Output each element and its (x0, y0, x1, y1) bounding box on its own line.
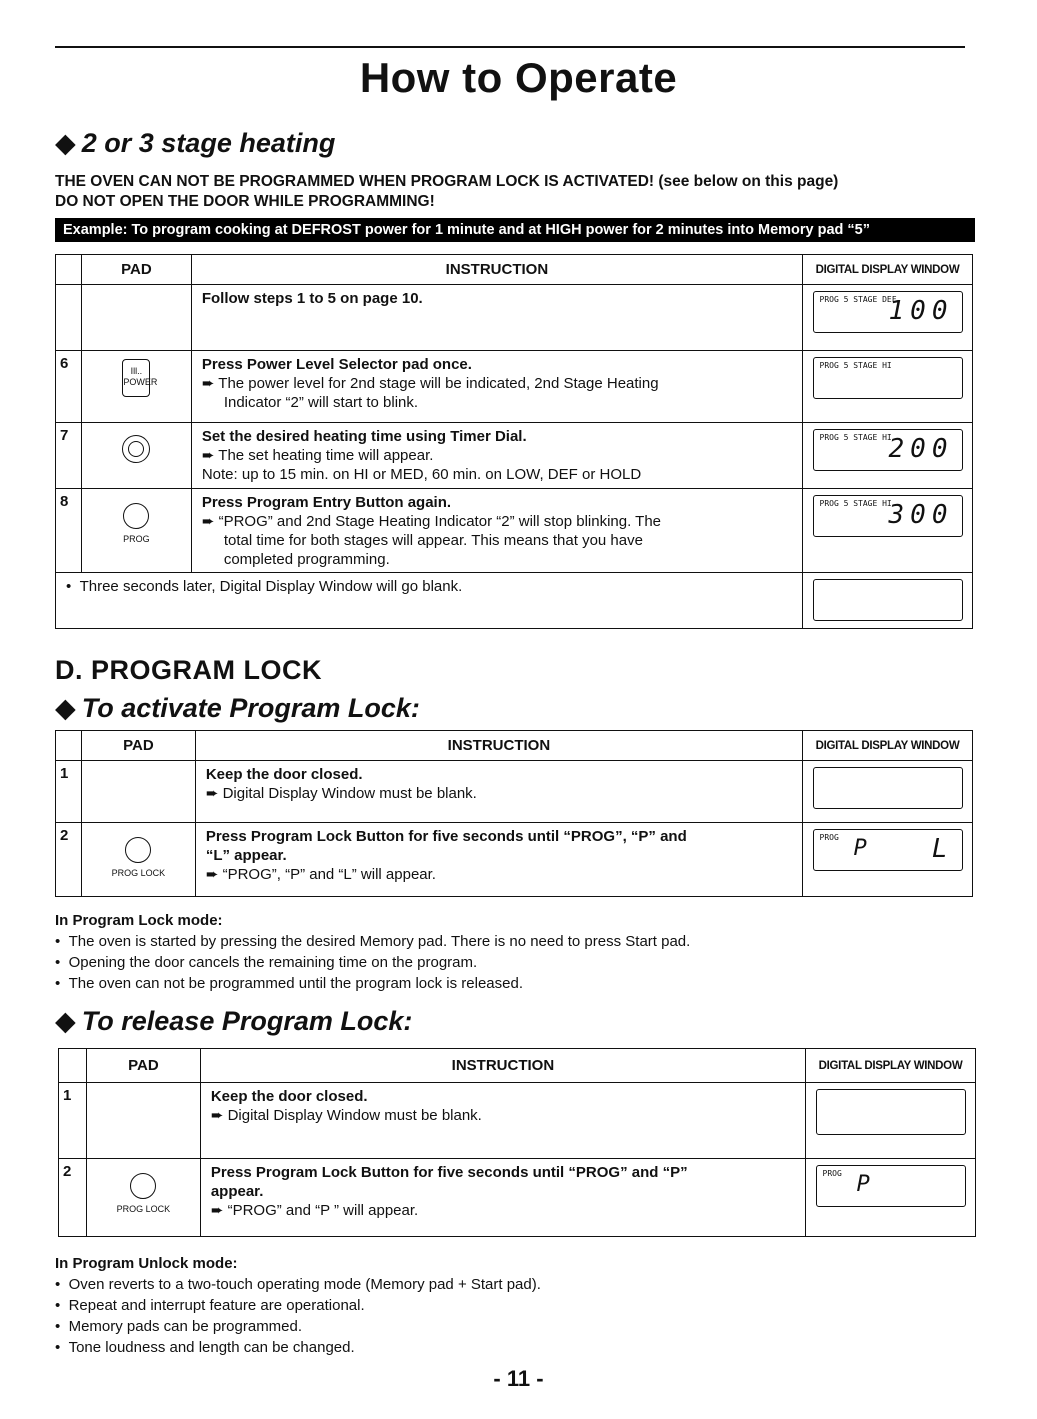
step-bullet: ➨ Digital Display Window must be blank. (205, 785, 477, 802)
prog-button-icon (123, 503, 149, 529)
pad-label: PROG LOCK (116, 1204, 171, 1214)
step-number: 8 (56, 489, 82, 573)
list-item: • Memory pads can be programmed. (55, 1318, 303, 1335)
stage-steps-table (55, 254, 973, 629)
step-bullet: ➨ The set heating time will appear. (201, 447, 434, 464)
display-window (813, 495, 963, 537)
lock-mode-notes (55, 910, 690, 994)
table-row (59, 1159, 976, 1237)
step-note: Note: up to 15 min. on HI or MED, 60 min. on LOW, DEF or HOLD (201, 466, 642, 483)
display-indicators: PROG 5 STAGE HI (819, 433, 892, 442)
unlock-mode-heading: In Program Unlock mode: (55, 1255, 238, 1272)
timer-dial-icon (122, 435, 150, 463)
power-level-pad-icon: Ill.. POWER (122, 359, 150, 397)
table-row (56, 351, 973, 423)
step-instruction: Set the desired heating time using Timer Dial. (201, 428, 527, 445)
step-bullet-cont: total time for both stages will appear. This means that you have (223, 532, 643, 549)
release-heading: ◆ To release Program Lock: (55, 1006, 413, 1036)
display-window (813, 829, 963, 871)
instruction-header: INSTRUCTION (195, 731, 802, 761)
display-indicators: PROG 5 STAGE HI (819, 361, 892, 370)
display-indicators: PROG 5 STAGE DEF (819, 295, 897, 304)
step-bullet: ➨ “PROG”, “P” and “L” will appear. (205, 866, 436, 883)
stage-heading-text: 2 or 3 stage heating (81, 128, 336, 158)
table-row (56, 423, 973, 489)
display-digits: 100 (888, 296, 954, 326)
footer-note: • Three seconds later, Digital Display Window will go blank. (66, 578, 463, 595)
step-bullet: ➨ “PROG” and “P ” will appear. (210, 1202, 419, 1219)
step-number: 2 (59, 1159, 87, 1237)
page-number: - 11 - (493, 1366, 544, 1391)
step-bullet-cont: Indicator “2” will start to blink. (223, 394, 419, 411)
instruction-header: INSTRUCTION (200, 1049, 805, 1083)
step-bullet: ➨ Digital Display Window must be blank. (210, 1107, 482, 1124)
display-window (816, 1165, 966, 1207)
display-window (813, 291, 963, 333)
pad-label: PROG (123, 534, 150, 544)
step-number: 1 (56, 761, 82, 823)
display-header: DIGITAL DISPLAY WINDOW (803, 731, 973, 761)
list-item: • Tone loudness and length can be changed. (55, 1339, 355, 1356)
prog-lock-button-icon (130, 1173, 156, 1199)
activate-table (55, 730, 973, 897)
table-header-row (56, 731, 973, 761)
step-instruction: Follow steps 1 to 5 on page 10. (201, 290, 423, 307)
pad-header: PAD (86, 1049, 200, 1083)
display-p: P (856, 1172, 870, 1197)
table-row (56, 823, 973, 897)
step-bullet: ➨ “PROG” and 2nd Stage Heating Indicator “2” will stop blinking. The (201, 513, 662, 530)
step-instruction: Press Power Level Selector pad once. (201, 356, 472, 373)
example-banner: Example: To program cooking at DEFROST power for 1 minute and at HIGH power for 2 minutes into Memory pad “5” (55, 218, 975, 242)
step-instruction-cont: appear. (210, 1183, 264, 1200)
display-header: DIGITAL DISPLAY WINDOW (806, 1049, 976, 1083)
prog-lock-button-icon (125, 837, 151, 863)
table-row (56, 285, 973, 351)
step-number: 1 (59, 1083, 87, 1159)
table-header-row (56, 255, 973, 285)
list-item: • Repeat and interrupt feature are operational. (55, 1297, 365, 1314)
display-window (813, 357, 963, 399)
display-indicators: PROG (819, 833, 839, 842)
instruction-header: INSTRUCTION (191, 255, 802, 285)
display-digits: 200 (888, 434, 954, 464)
table-row (56, 489, 973, 573)
step-number: 2 (56, 823, 82, 897)
warning-line-2: DO NOT OPEN THE DOOR WHILE PROGRAMMING! (55, 193, 435, 210)
pad-header: PAD (81, 255, 191, 285)
display-p: P (853, 836, 867, 861)
page-title: How to Operate (359, 54, 678, 101)
program-lock-heading: D. PROGRAM LOCK (55, 655, 322, 685)
release-table (58, 1048, 976, 1237)
lock-mode-heading: In Program Lock mode: (55, 912, 223, 929)
list-item: • Opening the door cancels the remaining time on the program. (55, 954, 478, 971)
step-number: 6 (56, 351, 82, 423)
list-item: • The oven is started by pressing the desired Memory pad. There is no need to press Start pad. (55, 933, 691, 950)
top-rule (55, 46, 965, 48)
warning-line-1: THE OVEN CAN NOT BE PROGRAMMED WHEN PROGRAM LOCK IS ACTIVATED! (see below on this page) (55, 173, 839, 190)
activate-heading: ◆ To activate Program Lock: (55, 693, 420, 723)
display-header: DIGITAL DISPLAY WINDOW (803, 255, 973, 285)
step-instruction: Keep the door closed. (210, 1088, 368, 1105)
display-indicators: PROG 5 STAGE HI (819, 499, 892, 508)
display-window-blank (813, 579, 963, 621)
pad-label: PROG LOCK (111, 868, 166, 878)
display-window (813, 429, 963, 471)
display-digits: 300 (888, 500, 954, 530)
diamond-icon: ◆ (55, 1006, 76, 1036)
unlock-mode-notes (55, 1253, 541, 1358)
step-bullet: ➨ The power level for 2nd stage will be indicated, 2nd Stage Heating (201, 375, 659, 392)
step-instruction-cont: “L” appear. (205, 847, 287, 864)
display-window-blank (816, 1089, 966, 1135)
step-instruction: Press Program Entry Button again. (201, 494, 452, 511)
stage-heating-heading (55, 128, 335, 159)
step-number: 7 (56, 423, 82, 489)
step-instruction: Press Program Lock Button for five seconds until “PROG” and “P” (210, 1164, 688, 1181)
table-row (56, 761, 973, 823)
list-item: • Oven reverts to a two-touch operating mode (Memory pad + Start pad). (55, 1276, 541, 1293)
table-row (59, 1083, 976, 1159)
step-bullet-cont: completed programming. (223, 551, 390, 568)
step-instruction: Press Program Lock Button for five seconds until “PROG”, “P” and (205, 828, 687, 845)
display-indicators: PROG (822, 1169, 842, 1178)
display-l: L (931, 834, 954, 864)
table-header-row (59, 1049, 976, 1083)
display-window-blank (813, 767, 963, 809)
step-instruction: Keep the door closed. (205, 766, 363, 783)
table-row (56, 573, 973, 629)
pad-header: PAD (81, 731, 195, 761)
diamond-icon: ◆ (55, 693, 76, 723)
list-item: • The oven can not be programmed until the program lock is released. (55, 975, 524, 992)
diamond-icon: ◆ (55, 128, 76, 158)
